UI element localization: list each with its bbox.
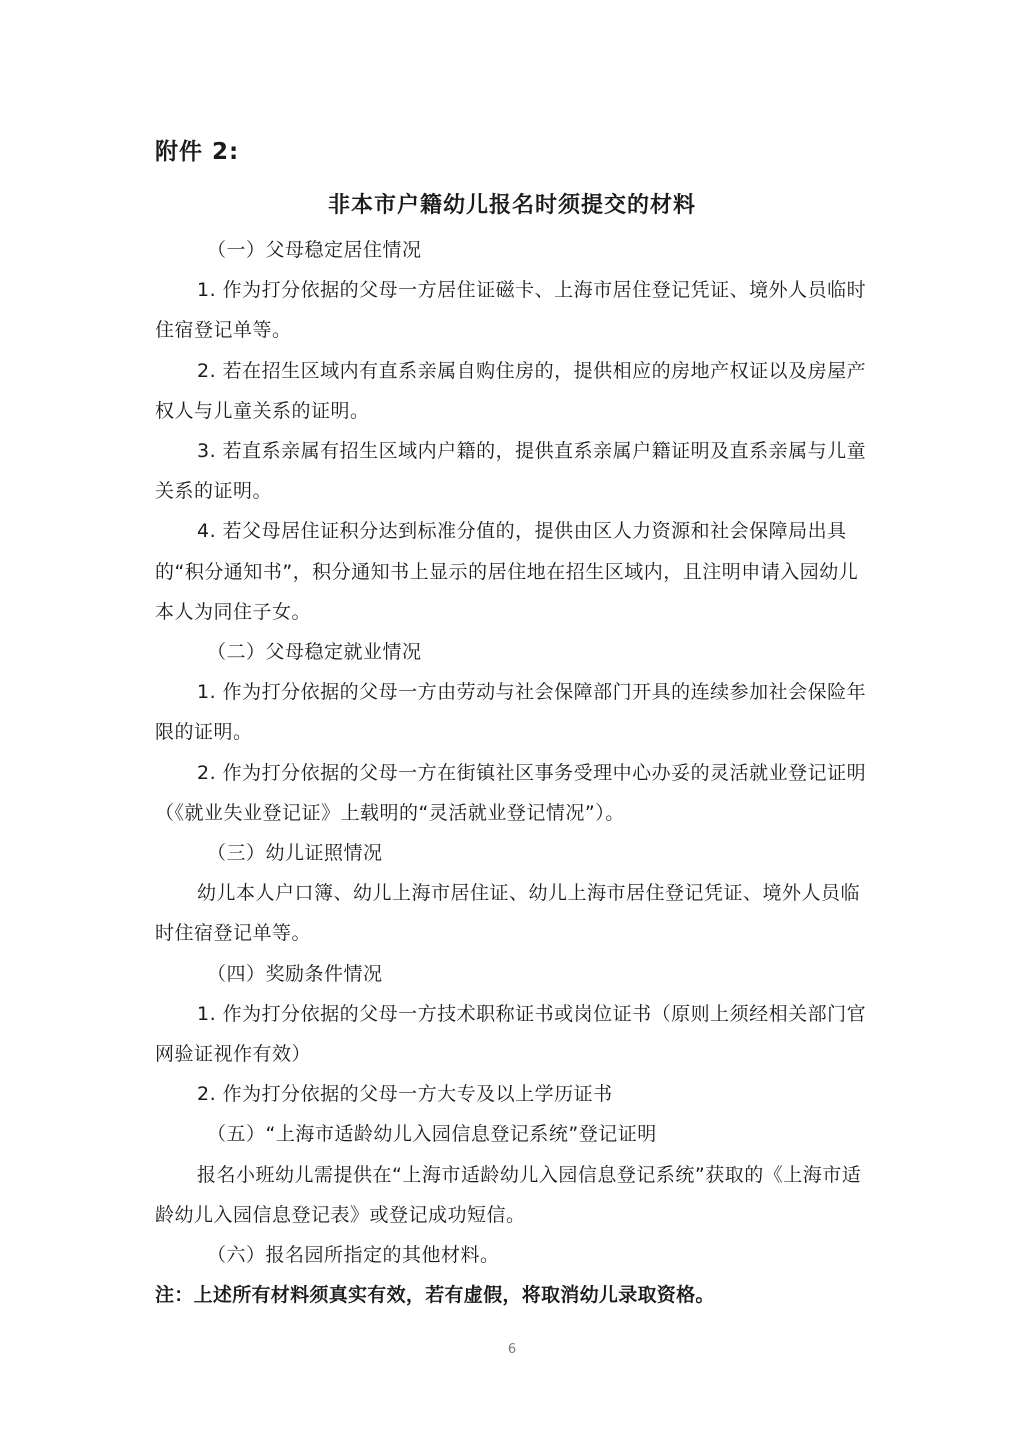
section-1-item-3: 3. 若直系亲属有招生区域内户籍的，提供直系亲属户籍证明及直系亲属与儿童关系的证明。 (155, 440, 867, 503)
section-5-text: 报名小班幼儿需提供在“上海市适龄幼儿入园信息登记系统”获取的《上海市适龄幼儿入园信息登记表》或登记成功短信。 (155, 1163, 862, 1226)
document-title: 非本市户籍幼儿报名时须提交的材料 (327, 193, 696, 218)
section-2-item-2: 2. 作为打分依据的父母一方在街镇社区事务受理中心办妥的灵活就业登记证明（《就业失业登记证》上载明的“灵活就业登记情况”）。 (155, 761, 867, 824)
footnote: 注：上述所有材料须真实有效，若有虚假，将取消幼儿录取资格。 (155, 1284, 715, 1307)
page-number: 6 (507, 1342, 517, 1357)
section-heading-1: （一）父母稳定居住情况 (207, 239, 422, 261)
section-heading-3: （三）幼儿证照情况 (207, 842, 383, 865)
section-2-item-1: 1. 作为打分依据的父母一方由劳动与社会保障部门开具的连续参加社会保险年限的证明。 (155, 681, 867, 744)
document-body (155, 230, 867, 1315)
section-1-item-1: 1. 作为打分依据的父母一方居住证磁卡、上海市居住登记凭证、境外人员临时住宿登记单等。 (155, 279, 867, 342)
section-3-text: 幼儿本人户口簿、幼儿上海市居住证、幼儿上海市居住登记凭证、境外人员临时住宿登记单等。 (155, 882, 861, 945)
section-1-item-2: 2. 若在招生区域内有直系亲属自购住房的，提供相应的房地产权证以及房屋产权人与儿童关系的证明。 (155, 359, 867, 422)
section-4-item-1: 1. 作为打分依据的父母一方技术职称证书或岗位证书（原则上须经相关部门官网验证视作有效） (155, 1002, 867, 1066)
section-1-item-4: 4. 若父母居住证积分达到标准分值的，提供由区人力资源和社会保障局出具的“积分通知书”，积分通知书上显示的居住地在招生区域内，且注明申请入园幼儿本人为同住子女。 (155, 520, 859, 623)
attachment-label: 附件 2: (155, 139, 240, 165)
section-heading-5: （五）“上海市适龄幼儿入园信息登记系统”登记证明 (207, 1123, 657, 1146)
section-heading-2: （二）父母稳定就业情况 (207, 641, 422, 664)
section-4-item-2: 2. 作为打分依据的父母一方大专及以上学历证书 (197, 1083, 613, 1106)
section-heading-6: （六）报名园所指定的其他材料。 (207, 1244, 500, 1267)
section-heading-4: （四）奖励条件情况 (207, 962, 383, 985)
